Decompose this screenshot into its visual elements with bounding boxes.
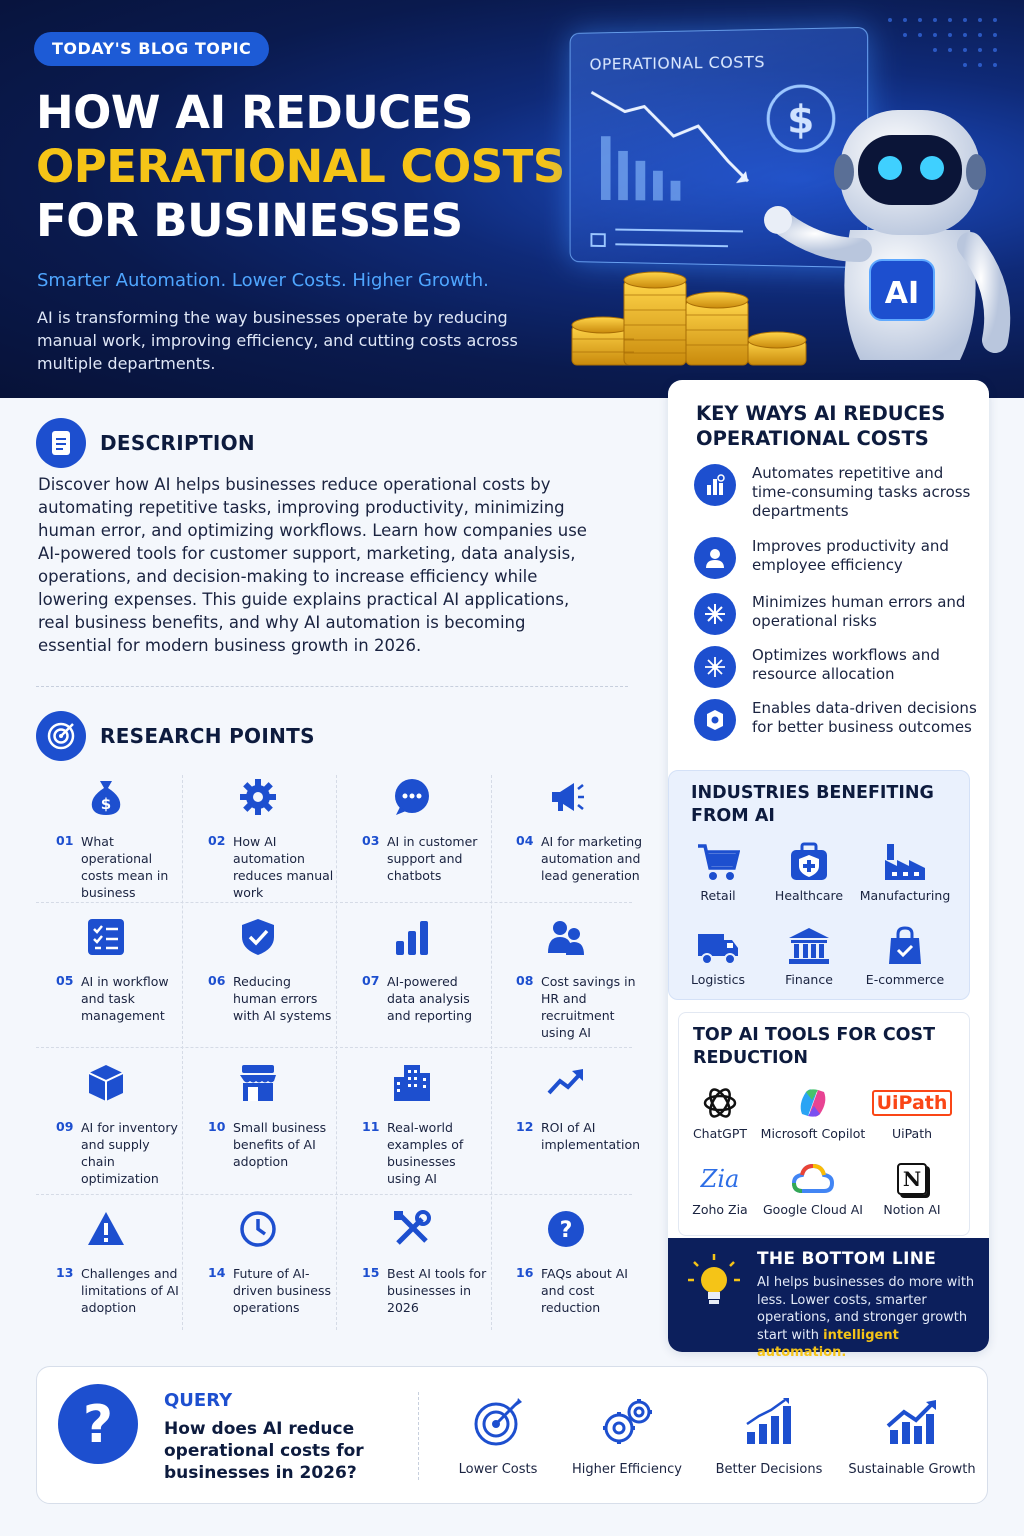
box-icon [86, 1063, 126, 1103]
question-icon [58, 1384, 138, 1464]
factory-icon [883, 842, 927, 882]
benefit-sustainable-growth: Sustainable Growth [842, 1396, 982, 1477]
storefront-icon [238, 1063, 278, 1103]
page-title-line-3: FOR BUSINESSES [36, 194, 463, 247]
target-arrow-icon [428, 1396, 568, 1448]
blog-topic-badge: TODAY'S BLOG TOPIC [34, 32, 269, 66]
network-icon [694, 646, 736, 688]
research-point: 15 Best AI tools for businesses in 2026 [342, 1207, 491, 1352]
benefit-better-decisions: Better Decisions [699, 1396, 839, 1477]
checklist-icon [86, 917, 126, 957]
chart-arrow-icon [842, 1396, 982, 1448]
cart-icon [696, 842, 740, 882]
people-icon [546, 917, 586, 957]
industry-healthcare: Healthcare [764, 842, 854, 903]
tool-microsoft-copilot: Microsoft Copilot [763, 1084, 863, 1141]
hero-banner [0, 0, 1024, 398]
buildings-icon [392, 1063, 432, 1103]
grid-divider [491, 775, 492, 1330]
research-point: 05 AI in workflow and task management [36, 915, 185, 1060]
bottom-line-text: AI helps businesses do more with less. Lower costs, smarter operations, and stronger growth start with intelligent automation. [757, 1275, 975, 1360]
sparkle-icon [694, 593, 736, 635]
svg-text:?: ? [559, 1218, 573, 1243]
research-point: 08 Cost savings in HR and recruitment using AI [496, 915, 645, 1060]
page-title-line-1: HOW AI REDUCES [36, 86, 473, 139]
chatgpt-logo [670, 1084, 770, 1122]
chat-bubble-icon [392, 777, 432, 817]
industry-logistics: Logistics [673, 926, 763, 987]
research-point: ? 16 FAQs about AI and cost reduction [496, 1207, 645, 1352]
money-bag-icon [86, 777, 126, 817]
robot-illustration [720, 100, 1020, 398]
tools-icon [392, 1209, 432, 1249]
svg-text:$: $ [787, 96, 815, 143]
industry-finance: Finance [764, 926, 854, 987]
document-icon [36, 418, 86, 468]
question-icon [546, 1209, 586, 1249]
description-heading: DESCRIPTION [100, 431, 255, 455]
research-point: 02 How AI automation reduces manual work [188, 775, 337, 920]
research-points-grid [36, 775, 643, 1340]
query-divider [418, 1392, 419, 1480]
description-text: Discover how AI helps businesses reduce operational costs by automating repetitive tasks, improving productivity, minimizing human error, and optimizing workflows. Learn how companies use AI-powered tools for customer support, marketing, data analysis, operations, and decision-making to increase efficiency while lowering expenses. This guide explains practical AI applications, real business benefits, and why AI automation is becoming essential for modern business growth in 2026. [38, 475, 587, 655]
industry-retail: Retail [673, 842, 763, 903]
screen-title: OPERATIONAL COSTS [589, 52, 766, 74]
bar-growth-icon [699, 1396, 839, 1448]
megaphone-icon [546, 777, 586, 817]
research-point: 11 Real-world examples of businesses using AI [342, 1061, 491, 1206]
research-point: 13 Challenges and limitations of AI adoption [36, 1207, 185, 1352]
tool-google-cloud-ai: Google Cloud AI [763, 1160, 863, 1217]
industry-manufacturing: Manufacturing [860, 842, 950, 903]
copilot-logo [763, 1084, 863, 1122]
lightbulb-icon [684, 1252, 744, 1316]
gear-icon [238, 777, 278, 817]
tool-notion-ai: N Notion AI [862, 1160, 962, 1217]
bottom-line-heading: THE BOTTOM LINE [757, 1249, 937, 1269]
query-label: QUERY [164, 1390, 233, 1411]
benefit-lower-costs: Lower Costs [428, 1396, 568, 1477]
notion-logo: N [862, 1160, 962, 1198]
research-point: 14 Future of AI-driven business operations [188, 1207, 337, 1352]
user-icon [694, 537, 736, 579]
research-point: 04 AI for marketing automation and lead generation [496, 775, 645, 920]
research-point: 03 AI in customer support and chatbots [342, 775, 491, 920]
svg-text:?: ? [82, 1396, 114, 1452]
research-point: 06 Reducing human errors with AI systems [188, 915, 337, 1060]
industries-heading: INDUSTRIES BENEFITING FROM AI [691, 783, 934, 826]
section-divider [36, 686, 628, 687]
medical-icon [787, 842, 831, 882]
target-icon [36, 711, 86, 761]
tool-chatgpt: ChatGPT [670, 1084, 770, 1141]
research-point: 09 AI for inventory and supply chain optimization [36, 1061, 185, 1206]
svg-text:$: $ [100, 795, 112, 813]
shield-check-icon [238, 917, 278, 957]
google-cloud-logo [763, 1160, 863, 1198]
research-point: 12 ROI of AI implementation [496, 1061, 645, 1206]
tool-zoho-zia: Zia Zoho Zia [670, 1160, 770, 1217]
warning-icon [86, 1209, 126, 1249]
dot-pattern-decoration [880, 10, 1020, 80]
robot-ai-badge: AI [884, 276, 920, 311]
gears-icon [557, 1396, 697, 1448]
tool-uipath: UiPath UiPath [862, 1084, 962, 1141]
page-title-line-2: OPERATIONAL COSTS [36, 140, 565, 193]
research-point: $ 01 What operational costs mean in business [36, 775, 185, 920]
automation-icon [694, 464, 736, 506]
tagline: Smarter Automation. Lower Costs. Higher Growth. [37, 270, 489, 291]
trend-up-icon [546, 1063, 586, 1103]
key-ways-heading: KEY WAYS AI REDUCES OPERATIONAL COSTS [696, 402, 946, 450]
tools-heading: TOP AI TOOLS FOR COST REDUCTION [693, 1025, 936, 1068]
research-point: 07 AI-powered data analysis and reporting [342, 915, 491, 1060]
uipath-logo: UiPath [862, 1084, 962, 1122]
bar-chart-icon [392, 917, 432, 957]
zia-logo: Zia [700, 1165, 740, 1193]
bank-icon [787, 926, 831, 966]
research-point: 10 Small business benefits of AI adoption [188, 1061, 337, 1206]
clock-icon [238, 1209, 278, 1249]
hero-description: AI is transforming the way businesses operate by reducing manual work, improving efficiency, and cutting costs across multiple departments. [37, 308, 518, 373]
query-text: How does AI reduce operational costs for businesses in 2026? [164, 1419, 364, 1483]
research-heading: RESEARCH POINTS [100, 724, 315, 748]
benefit-higher-efficiency: Higher Efficiency [557, 1396, 697, 1477]
settings-badge-icon [694, 699, 736, 741]
shopping-bag-icon [883, 926, 927, 966]
industry-ecommerce: E-commerce [860, 926, 950, 987]
truck-icon [696, 926, 740, 966]
